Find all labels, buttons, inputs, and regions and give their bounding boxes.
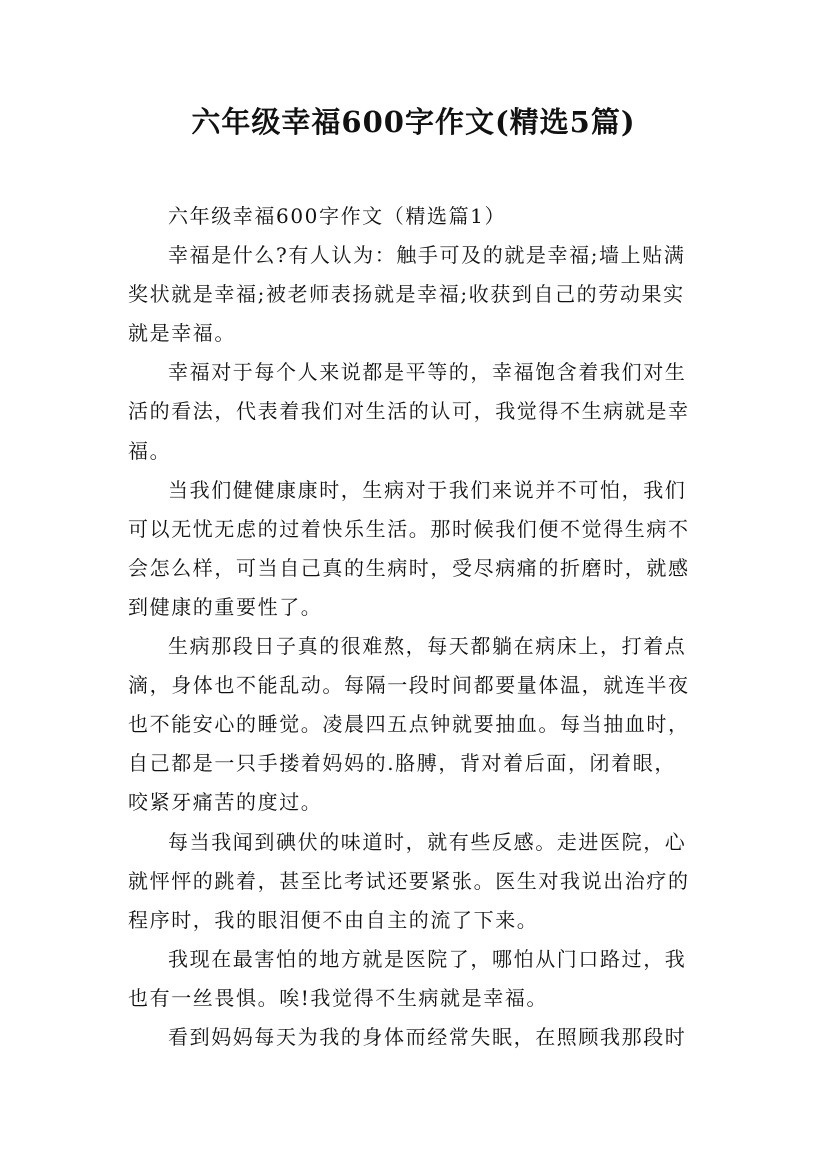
paragraph	[128, 353, 708, 470]
paragraph-line: 生病那段日子真的很难熬，每天都躺在病床上，打着点	[168, 634, 687, 659]
paragraph-line: 咬紧牙痛苦的度过。	[128, 790, 323, 815]
paragraph	[128, 1018, 708, 1057]
document-title: 六年级幸福600字作文(精选5篇)	[191, 105, 636, 139]
paragraph	[128, 940, 708, 1018]
paragraph-line: 就是幸福。	[128, 321, 236, 346]
paragraph-line: 也不能安心的睡觉。凌晨四五点钟就要抽血。每当抽血时，	[128, 712, 690, 737]
paragraph-line: 看到妈妈每天为我的身体而经常失眠，在照顾我那段时	[168, 1024, 687, 1049]
paragraph	[128, 236, 708, 353]
paragraph	[128, 823, 708, 940]
paragraph-line: 我现在最害怕的地方就是医院了，哪怕从门口路过，我	[168, 946, 687, 971]
paragraph-line: 当我们健健康康时，生病对于我们来说并不可怕，我们	[168, 477, 687, 502]
paragraph-line: 就怦怦的跳着，甚至比考试还要紧张。医生对我说出治疗的	[128, 868, 690, 893]
paragraph-line: 活的看法，代表着我们对生活的认可，我觉得不生病就是幸	[128, 399, 690, 424]
paragraph-line: 程序时，我的眼泪便不由自主的流了下来。	[128, 907, 539, 932]
section-heading: 六年级幸福600字作文（精选篇1）	[168, 204, 507, 228]
paragraph-line: 滴，身体也不能乱动。每隔一段时间都要量体温，就连半夜	[128, 673, 690, 698]
paragraph-line: 幸福是什么?有人认为：触手可及的就是幸福;墙上贴满	[168, 243, 686, 268]
document-body	[128, 197, 708, 1057]
paragraph-line: 幸福对于每个人来说都是平等的，幸福饱含着我们对生	[168, 360, 687, 385]
paragraph	[128, 627, 708, 822]
paragraph-line: 会怎么样，可当自己真的生病时，受尽病痛的折磨时，就感	[128, 555, 690, 580]
paragraph-line: 每当我闻到碘伏的味道时，就有些反感。走进医院，心	[168, 829, 687, 854]
paragraph	[128, 471, 708, 627]
paragraph-line: 到健康的重要性了。	[128, 594, 323, 619]
paragraph-line: 也有一丝畏惧。唉!我觉得不生病就是幸福。	[128, 985, 549, 1010]
paragraph-line: 自己都是一只手搂着妈妈的.胳膊，背对着后面，闭着眼，	[128, 751, 676, 776]
paragraph-line: 奖状就是幸福;被老师表扬就是幸福;收获到自己的劳动果实	[128, 282, 685, 307]
paragraph-line: 可以无忧无虑的过着快乐生活。那时候我们便不觉得生病不	[128, 516, 690, 541]
paragraph-line: 福。	[128, 438, 172, 463]
